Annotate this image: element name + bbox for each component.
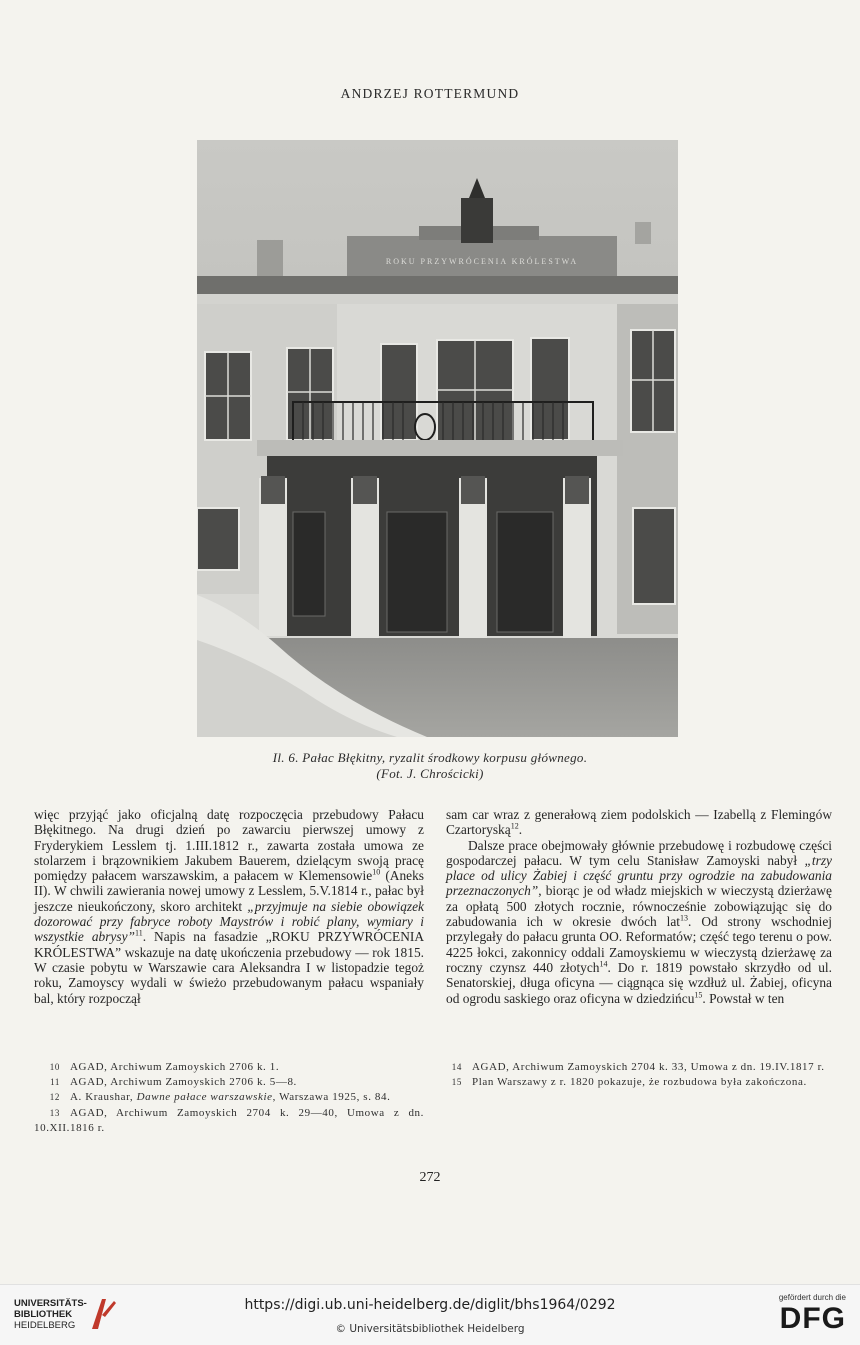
viewer-footer bbox=[0, 1284, 860, 1345]
paragraph: sam car wraz z generałową ziem podolskich — Izabellą z Flemingów Czartoryską$^{12}$. bbox=[446, 807, 832, 838]
dfg-logo[interactable]: DFG bbox=[779, 1302, 846, 1335]
figure-caption bbox=[0, 750, 860, 782]
footnote-ref[interactable]: 14 bbox=[599, 959, 608, 969]
footnote-ref[interactable]: 12 bbox=[510, 821, 519, 831]
footnote-ref[interactable]: 10 bbox=[372, 867, 381, 877]
footnote-ref[interactable]: 13 bbox=[680, 913, 689, 923]
footnote: 12 A. Kraushar, Dawne pałace warszawskie, Warszawa 1925, s. 84. bbox=[49, 1091, 391, 1104]
footnote: 15 Plan Warszawy z r. 1820 pokazuje, że rozbudowa była zakończona. bbox=[451, 1076, 807, 1089]
copyright-notice: © Universitätsbibliothek Heidelberg bbox=[335, 1323, 525, 1335]
footnote-ref[interactable]: 15 bbox=[694, 990, 703, 1000]
caption-credit: (Fot. J. Chrościcki) bbox=[376, 766, 484, 781]
footnote: 10 AGAD, Archiwum Zamoyskich 2706 k. 1. bbox=[49, 1061, 280, 1073]
page-number: 272 bbox=[419, 1170, 441, 1185]
text-column-right bbox=[446, 807, 832, 1006]
paragraph: więc przyjąć jako oficjalną datę rozpoczęcia przebudowy Pałacu Błękitnego. Na drugi dzień po zawarciu pierwszej umowy z Fryderykiem Lesslem tj. 1.III.1812 r., zawarta została umowa ze stolarzem i brązownikiem Jakubem Bauerem, dzielącym swoją pracę pomiędzy pałacem warszawskim, a pałacem w Klemensowie$^{10}$ (Aneks II). W chwili zawierania nowej umowy z Lesslem, 5.V.1814 r., pałac był jeszcze nieukończony, skoro architekt „przyjmuje na siebie obowiązek dozorować przy fabryce roboty Maystrów i robić plany, wymiary i wszystkie abrysy”$^{11}$. Napis na fasadzie „ROKU PRZYWRÓCENIA KRÓLESTWA” wskazuje na datę ukończenia przebudowy — rok 1815. W czasie pobytu w Warszawie cara Aleksandra I w listopadzie tegoż roku, Zamoyscy wydali w świeżo przebudowanym pałacu wspaniały bal, który rozpoczął bbox=[34, 807, 424, 1006]
library-logo[interactable]: UNIVERSITÄTS- BIBLIOTHEK HEIDELBERG bbox=[14, 1298, 87, 1331]
footnote: 11 AGAD, Archiwum Zamoyskich 2706 k. 5—8. bbox=[50, 1076, 297, 1089]
footnote: 13 AGAD, Archiwum Zamoyskich 2704 k. 29—40, Umowa z dn. 10.XII.1816 r. bbox=[34, 1106, 424, 1134]
running-head: ANDRZEJ ROTTERMUND bbox=[340, 86, 520, 101]
palace-photograph bbox=[197, 140, 678, 737]
footnotes-left bbox=[34, 1060, 424, 1136]
footnote-ref[interactable]: 11 bbox=[134, 928, 143, 938]
footnotes-right bbox=[446, 1060, 832, 1090]
permalink-url[interactable]: https://digi.ub.uni-heidelberg.de/diglit/bhs1964/0292 bbox=[244, 1297, 616, 1313]
paragraph: Dalsze prace obejmowały głównie przebudowę i rozbudowę części gospodarczej pałacu. W tym celu Stanisław Zamoyski nabył „trzy place od ulicy Żabiej i część gruntu przy ogrodzie na zabudowania przeznaczonych”, biorąc je od władz miejskich w wieczystą dzierżawę za opłatą 500 złotych rocznie, równocześnie zobowiązując się do zabudowania ich w okresie dwóch lat$^{13}$. Od strony wschodniej przylegały do pałacu grunta OO. Reformatów; część tego terenu o pow. 4225 łokci, zakonnicy oddali Zamoyskiemu w wieczystą dzierżawę za roczny czynsz 440 złotych$^{14}$. Do r. 1819 powstało skrzydło od ul. Senatorskiej, długa oficyna — ciągnąca się wzdłuż ul. Żabiej, oficyna od ogrodu saskiego oraz oficyna w dziedzińcu$^{15}$. Powstał w ten bbox=[446, 837, 832, 1006]
funder-note: gefördert durch die bbox=[778, 1293, 846, 1302]
footnote: 14 AGAD, Archiwum Zamoyskich 2704 k. 33, Umowa z dn. 19.IV.1817 r. bbox=[451, 1061, 825, 1073]
caption-title: Il. 6. Pałac Błękitny, ryzalit środkowy korpusu głównego. bbox=[272, 750, 588, 765]
text-column-left bbox=[34, 807, 424, 1006]
attic-inscription: ROKU PRZYWRÓCENIA KRÓLESTWA bbox=[385, 257, 579, 266]
